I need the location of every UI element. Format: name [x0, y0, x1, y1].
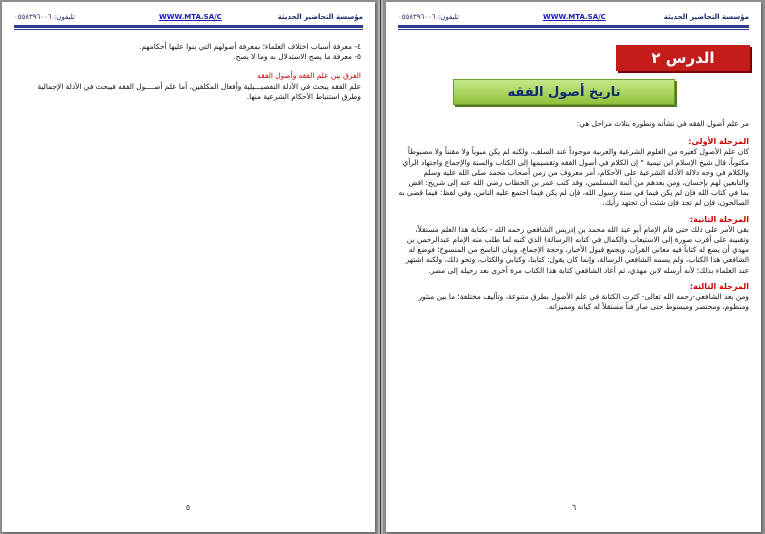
lesson-title: تاريخ أصول الفقه [453, 79, 675, 105]
intro-text: مر علم أصول الفقه في نشأته وتطوره بثلاث مراحل هي: [576, 119, 749, 128]
right-page [386, 2, 761, 532]
page-number: ٥ [185, 503, 191, 512]
section-text: علم الفقه يبحث في الأدلة التفصيـــيلية وأفعال المكلفين، أما علم أصــــول الفقه فيبحث في الأدلة الإجمالية وطرق استنباط الأحكام الشرعية منها. [37, 81, 361, 101]
section-heading: الفرق بين علم الفقه وأصول الفقه [257, 71, 361, 81]
stage-heading: المرحلة الثالثة: [689, 281, 749, 291]
stage-text: بقي الأمر على ذلك حتى قام الإمام أبو عبد الله محمد بن إدريس الشافعي رحمه الله - بكتابة هذا العلم مستقلاً، وتقنينه على أقرب صورة إلى الاستيعاب والكمال في كتابه (الرسالة) الذي كتبه لما طلب منه الإمام عبدالرحمن بن مهدي أن يضع له كتاباً فيه معاني القرآن، ويجمع قبول الأخبار، وحجة الإجماع، وبيان الناسخ من المنسوخ؛ فوضع له الشافعي هذا الكتاب، ولم يسمه الشافعي الرسالة، وإنما كان يقول: كتابنا، وكتابي والكتاب، ونحو ذلك، ولكنه اشتهر عند العلماء بذلك؛ لأنه أرسله لابن مهدي، ثم أعاد الشافعي كتابة هذا الكتاب مرة أخرى بعد رحيله إلى مصر. [405, 224, 749, 275]
list-item: ٥- معرفة ما يصح الاستدلال به وما لا يصح. [233, 52, 361, 62]
stage-heading: المرحلة الثانية: [689, 214, 749, 224]
header-org: مؤسسة التحاضير الحديثة [663, 13, 749, 21]
stage-text: كان علم الأصول كغيره من العلوم الشرعية والعربية موجوداً عند السلف، ولكنه لم يكن مبوباً ولا مقنناً ولا مضبوطاً مكتوباً، قال شيخ الإسلام ابن تيمية " إن الكلام في أصول الفقه وتقسيمها إلى الكتاب والسنة والإجماع واجتهاد الرأي والكلام في وجه دلالة الأدلة الشرعية على الأحكام، أمر معروف من زمن أصحاب محمد صلى الله عليه وسلم والتابعين لهم بإحسان، ومن بعدهم من أئمة المسلمين، وقد كتب عمر بن الخطاب رضي الله عنه إلى شريح: اقض بما في كتاب الله فإن لم يكن فيما في سنة رسول الله، فإن لم يكن فيما اجتمع عليه الناس، وفي لفظ: فيما قضى به الصالحون، فإن لم تجد فإن شئت أن تجتهد رأيك. [398, 147, 749, 208]
header-url[interactable]: WWW.MTA.SA/C [159, 13, 222, 21]
page-header [14, 11, 363, 23]
stage-text: ومن بعد الشافعي-رحمه الله تعالى- كثرت الكتابة في علم الأصول بطرق متنوعة، وتآليف مختلفة؛ ما بين منثور ومنظوم، ومختصر ومبسوط حتى صار فناً مستقلاً له كيانه ومميزاته. [418, 292, 749, 312]
page-header [398, 11, 749, 23]
list-item: ٤- معرفة أسباب اختلاف العلماء؛ بمعرفة أصولهم التي بنوا عليها أحكامهم. [139, 42, 361, 51]
header-rule-thin [398, 29, 749, 30]
header-phone: تليفون: ٠٥٥٨٣٩٦٠٠٦ [398, 13, 459, 21]
header-rule [398, 25, 749, 28]
header-rule [14, 25, 363, 28]
left-content [16, 42, 361, 102]
left-page [2, 2, 375, 532]
header-org: مؤسسة التحاضير الحديثة [277, 13, 363, 21]
right-content [398, 119, 749, 312]
lesson-label: الدرس ٢ [616, 45, 750, 71]
header-url[interactable]: WWW.MTA.SA/C [543, 13, 606, 21]
book-spine [378, 0, 383, 534]
header-rule-thin [14, 29, 363, 30]
stage-heading: المرحلة الأولى: [688, 137, 749, 147]
header-phone: تليفون: ٠٥٥٨٣٩٦٠٠٦ [14, 13, 75, 21]
page-number: ٦ [571, 503, 577, 512]
